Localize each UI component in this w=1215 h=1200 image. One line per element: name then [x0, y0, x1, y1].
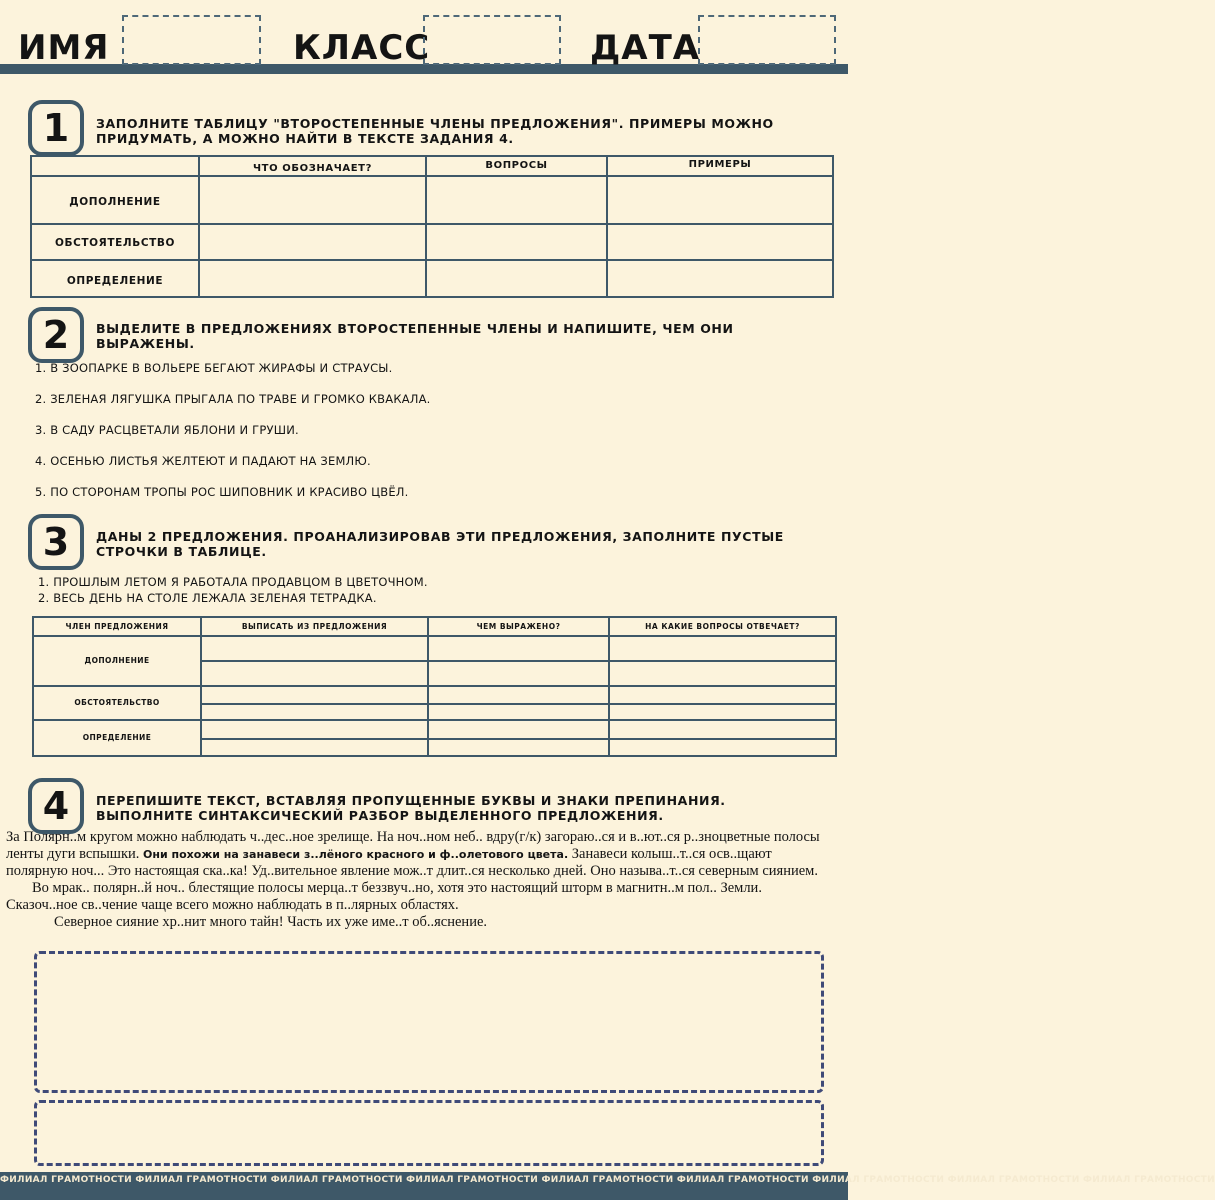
task4-number-badge: 4: [28, 778, 84, 834]
date-field[interactable]: [698, 15, 836, 65]
class-field[interactable]: [423, 15, 561, 65]
task4-paragraph: Северное сияние хр..нит много тайн! Часть их уже име..т об..яснение.: [54, 914, 488, 930]
task2-sentence: 4. ОСЕНЬЮ ЛИСТЬЯ ЖЕЛТЕЮТ И ПАДАЮТ НА ЗЕМЛЮ.: [35, 454, 371, 468]
answer-box-rewrite[interactable]: [34, 951, 824, 1093]
task1-col-header: ВОПРОСЫ: [485, 160, 548, 171]
task3-sentence: 2. ВЕСЬ ДЕНЬ НА СТОЛЕ ЛЕЖАЛА ЗЕЛЕНАЯ ТЕТРАДКА.: [38, 591, 377, 605]
task3-col-header: ВЫПИСАТЬ ИЗ ПРЕДЛОЖЕНИЯ: [241, 622, 388, 631]
task3-sentence: 1. ПРОШЛЫМ ЛЕТОМ Я РАБОТАЛА ПРОДАВЦОМ В ЦВЕТОЧНОМ.: [38, 575, 428, 589]
date-label: ДАТА: [590, 28, 701, 68]
task3-table: [32, 616, 837, 757]
task1-title: ЗАПОЛНИТЕ ТАБЛИЦУ "ВТОРОСТЕПЕННЫЕ ЧЛЕНЫ ПРЕДЛОЖЕНИЯ". ПРИМЕРЫ МОЖНО ПРИДУМАТЬ, А МОЖНО НАЙТИ В ТЕКСТЕ ЗАДАНИЯ 4.: [96, 116, 774, 146]
answer-box-parse[interactable]: [34, 1100, 824, 1166]
footer-text: ФИЛИАЛ ГРАМОТНОСТИ ФИЛИАЛ ГРАМОТНОСТИ ФИЛИАЛ ГРАМОТНОСТИ ФИЛИАЛ ГРАМОТНОСТИ ФИЛИАЛ ГРАМОТНОСТИ ФИЛИАЛ ГРАМОТНОСТИ ФИЛИАЛ ГРАМОТНОСТИ ФИЛИАЛ ГРАМОТНОСТИ ФИЛИАЛ ГРАМОТНОСТИ: [0, 1175, 1215, 1185]
task4-title: ПЕРЕПИШИТЕ ТЕКСТ, ВСТАВЛЯЯ ПРОПУЩЕННЫЕ БУКВЫ И ЗНАКИ ПРЕПИНАНИЯ. ВЫПОЛНИТЕ СИНТАКСИЧЕСКИЙ РАЗБОР ВЫДЕЛЕННОГО ПРЕДЛОЖЕНИЯ.: [96, 793, 726, 823]
task1-col-header: ЧТО ОБОЗНАЧАЕТ?: [253, 163, 372, 174]
task3-number-badge: 3: [28, 514, 84, 570]
task1-row-label: ДОПОЛНЕНИЕ: [69, 196, 161, 208]
task1-col-header: ПРИМЕРЫ: [688, 159, 752, 170]
task3-col-header: НА КАКИЕ ВОПРОСЫ ОТВЕЧАЕТ?: [645, 622, 800, 631]
task3-title: ДАНЫ 2 ПРЕДЛОЖЕНИЯ. ПРОАНАЛИЗИРОВАВ ЭТИ ПРЕДЛОЖЕНИЯ, ЗАПОЛНИТЕ ПУСТЫЕ СТРОЧКИ В ТАБЛИЦЕ.: [96, 529, 784, 559]
task2-sentence: 3. В САДУ РАСЦВЕТАЛИ ЯБЛОНИ И ГРУШИ.: [35, 423, 299, 437]
task1-number-badge: 1: [28, 100, 84, 156]
task1-row-label: ОПРЕДЕЛЕНИЕ: [66, 275, 164, 287]
task2-title: ВЫДЕЛИТЕ В ПРЕДЛОЖЕНИЯХ ВТОРОСТЕПЕННЫЕ ЧЛЕНЫ И НАПИШИТЕ, ЧЕМ ОНИ ВЫРАЖЕНЫ.: [96, 321, 734, 351]
task4-highlighted-sentence: Они похожи на занавеси з..лёного красного и ф..олетового цвета.: [143, 848, 569, 861]
task2-number-badge: 2: [28, 307, 84, 363]
task4-paragraph: За Полярн..м кругом можно наблюдать ч..дес..ное зрелище. На ноч..ном неб.. вдру(г/к) загораю..ся и в..ют..ся р..зноцветные полосы ленты дуги вспышки. Они похожи на занавеси з..лёного красного и ф..олетового цвета. Занавеси колыш..т..ся осв..щают полярную ноч... Это настоящая ска..ка! Уд..вительное явление мож..т длит..ся несколько дней. Оно называ..т..ся северным сиянием.: [6, 829, 820, 879]
name-field[interactable]: [122, 15, 261, 65]
task2-sentence: 5. ПО СТОРОНАМ ТРОПЫ РОС ШИПОВНИК И КРАСИВО ЦВЁЛ.: [35, 485, 409, 499]
task3-row-label: ДОПОЛНЕНИЕ: [84, 656, 150, 665]
class-label: КЛАСС: [293, 28, 431, 68]
footer-bar: [0, 1172, 1215, 1200]
task3-row-label: ОПРЕДЕЛЕНИЕ: [82, 733, 152, 742]
name-label: ИМЯ: [18, 28, 110, 68]
task4-paragraph: Во мрак.. полярн..й ноч.. блестящие полосы мерца..т беззвуч..но, хотя это настоящий шторм в магнитн..м пол.. Земли. Сказоч..ное св..чение чаще всего можно наблюдать в п..лярных областях.: [6, 880, 762, 913]
task3-col-header: ЧЛЕН ПРЕДЛОЖЕНИЯ: [65, 622, 169, 631]
task2-sentence: 2. ЗЕЛЕНАЯ ЛЯГУШКА ПРЫГАЛА ПО ТРАВЕ И ГРОМКО КВАКАЛА.: [35, 392, 431, 406]
task1-row-label: ОБСТОЯТЕЛЬСТВО: [54, 237, 176, 249]
task3-row-label: ОБСТОЯТЕЛЬСТВО: [74, 698, 160, 707]
task1-table: [30, 155, 834, 298]
task4-text: [6, 829, 820, 931]
task2-sentence: 1. В ЗООПАРКЕ В ВОЛЬЕРЕ БЕГАЮТ ЖИРАФЫ И СТРАУСЫ.: [35, 361, 393, 375]
task3-col-header: ЧЕМ ВЫРАЖЕНО?: [476, 622, 561, 631]
